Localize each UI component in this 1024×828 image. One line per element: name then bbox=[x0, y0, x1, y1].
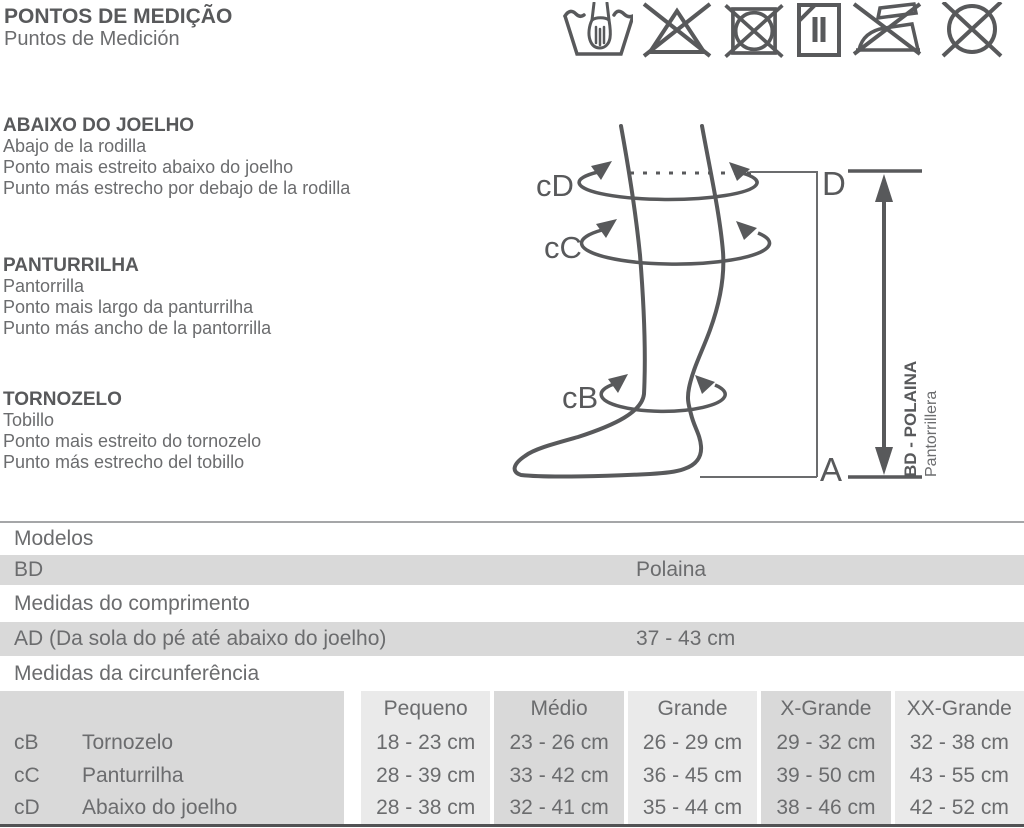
leg-measurement-diagram bbox=[500, 105, 1024, 510]
cc-label: cC bbox=[544, 230, 582, 265]
section-line: Punto más estrecho del tobillo bbox=[3, 452, 245, 472]
size-value-cell: 32 - 41 cm bbox=[509, 796, 609, 819]
size-value-cell: 23 - 26 cm bbox=[509, 730, 609, 754]
size-value-cell: 28 - 38 cm bbox=[376, 796, 476, 819]
cc-band bbox=[582, 230, 770, 264]
table-row-model bbox=[0, 555, 1024, 585]
size-column-medio bbox=[494, 691, 623, 824]
size-column-pequeno bbox=[361, 691, 490, 824]
section-line: Ponto mais largo da panturrilha bbox=[3, 297, 254, 317]
table-row-length bbox=[0, 622, 1024, 656]
table-row bbox=[0, 792, 344, 824]
size-value-cell: 43 - 55 cm bbox=[909, 763, 1009, 787]
size-column-header: Médio bbox=[530, 696, 588, 720]
drip-dry-in-shade-icon bbox=[796, 2, 842, 58]
cd-label: cD bbox=[536, 168, 574, 203]
measure-label: Abaixo do joelho bbox=[82, 796, 238, 819]
table-bottom-rule bbox=[0, 824, 1024, 827]
section-subtitle: Abajo de la rodilla bbox=[3, 136, 147, 156]
modelos-header: Modelos bbox=[14, 527, 94, 550]
section-below-knee bbox=[3, 115, 503, 199]
size-value-cell: 38 - 46 cm bbox=[776, 796, 876, 819]
do-not-bleach-icon bbox=[642, 2, 712, 58]
empty-header-cell bbox=[0, 691, 344, 726]
size-value-cell: 18 - 23 cm bbox=[376, 730, 476, 754]
size-column-grande bbox=[628, 691, 757, 824]
size-value-cell: 42 - 52 cm bbox=[909, 796, 1009, 819]
size-value-cell: 28 - 39 cm bbox=[376, 763, 476, 787]
care-icons-row bbox=[563, 2, 1010, 60]
table-section-length bbox=[0, 585, 1024, 622]
size-column-xx-grande bbox=[895, 691, 1024, 824]
table-row bbox=[0, 759, 344, 792]
sizing-table bbox=[0, 521, 1024, 827]
cc-arrow-right-icon bbox=[736, 221, 757, 240]
section-title: TORNOZELO bbox=[3, 389, 122, 410]
section-line: Ponto mais estreito abaixo do joelho bbox=[3, 157, 294, 177]
hand-wash-icon bbox=[563, 2, 633, 58]
section-subtitle: Pantorrilla bbox=[3, 276, 85, 296]
model-name: Polaina bbox=[636, 558, 707, 581]
size-column-header: XX-Grande bbox=[906, 696, 1012, 720]
section-calf bbox=[3, 255, 503, 339]
table-section-circumference bbox=[0, 656, 1024, 691]
measure-names-column bbox=[0, 691, 344, 824]
measure-code: cB bbox=[14, 730, 39, 754]
size-column-header: X-Grande bbox=[780, 696, 872, 720]
table-section-modelos bbox=[0, 523, 1024, 555]
size-value-cell: 35 - 44 cm bbox=[642, 796, 743, 819]
size-column-header: Grande bbox=[657, 696, 728, 720]
arrow-up-icon bbox=[875, 174, 893, 202]
size-value-cell: 36 - 45 cm bbox=[642, 763, 743, 787]
size-value-cell: 29 - 32 cm bbox=[776, 730, 876, 754]
section-line: Punto más estrecho por debajo de la rodilla bbox=[3, 178, 351, 198]
cd-band bbox=[579, 172, 757, 199]
cd-arrow-right-icon bbox=[729, 162, 750, 181]
length-label-bold: BD - POLAINA bbox=[901, 360, 920, 477]
section-line: Punto más ancho de la pantorrilla bbox=[3, 318, 272, 338]
measure-code: cD bbox=[14, 796, 40, 819]
size-value-cell: 39 - 50 cm bbox=[776, 763, 876, 787]
section-title: ABAIXO DO JOELHO bbox=[3, 115, 195, 136]
length-row-label: AD (Da sola do pé até abaixo do joelho) bbox=[14, 627, 387, 650]
measure-label: Tornozelo bbox=[82, 730, 174, 754]
cc-arrow-left-icon bbox=[596, 219, 617, 238]
do-not-tumble-dry-icon bbox=[721, 2, 787, 60]
cb-label: cB bbox=[562, 380, 599, 415]
arrow-down-icon bbox=[875, 447, 893, 475]
section-line: Ponto mais estreito do tornozelo bbox=[3, 431, 262, 451]
cb-arrow-right-icon bbox=[695, 375, 715, 394]
reference-bracket bbox=[750, 172, 817, 477]
circumference-header: Medidas da circunferência bbox=[14, 661, 260, 685]
page-subtitle: Puntos de Medición bbox=[4, 28, 180, 50]
size-grid bbox=[0, 691, 1024, 824]
size-value-cell: 32 - 38 cm bbox=[909, 730, 1009, 754]
cd-arrow-left-icon bbox=[591, 161, 612, 180]
d-label: D bbox=[822, 165, 846, 202]
length-header: Medidas do comprimento bbox=[14, 591, 250, 615]
page-header bbox=[4, 5, 232, 50]
section-ankle bbox=[3, 389, 503, 473]
length-label-regular: Pantorrillera bbox=[923, 390, 940, 477]
do-not-iron-icon bbox=[851, 2, 925, 58]
section-subtitle: Tobillo bbox=[3, 410, 55, 430]
table-row bbox=[0, 726, 344, 759]
size-column-header: Pequeno bbox=[383, 696, 468, 720]
measure-label: Panturrilha bbox=[82, 763, 184, 787]
do-not-dry-clean-icon bbox=[934, 2, 1010, 58]
size-value-cell: 26 - 29 cm bbox=[642, 730, 743, 754]
measure-code: cC bbox=[14, 763, 40, 787]
model-code: BD bbox=[14, 558, 44, 581]
size-column-x-grande bbox=[761, 691, 890, 824]
size-value-cell: 33 - 42 cm bbox=[509, 763, 609, 787]
a-label: A bbox=[820, 451, 843, 488]
length-row-value: 37 - 43 cm bbox=[636, 627, 736, 650]
page-title: PONTOS DE MEDIÇÃO bbox=[4, 5, 233, 28]
section-title: PANTURRILHA bbox=[3, 255, 139, 276]
